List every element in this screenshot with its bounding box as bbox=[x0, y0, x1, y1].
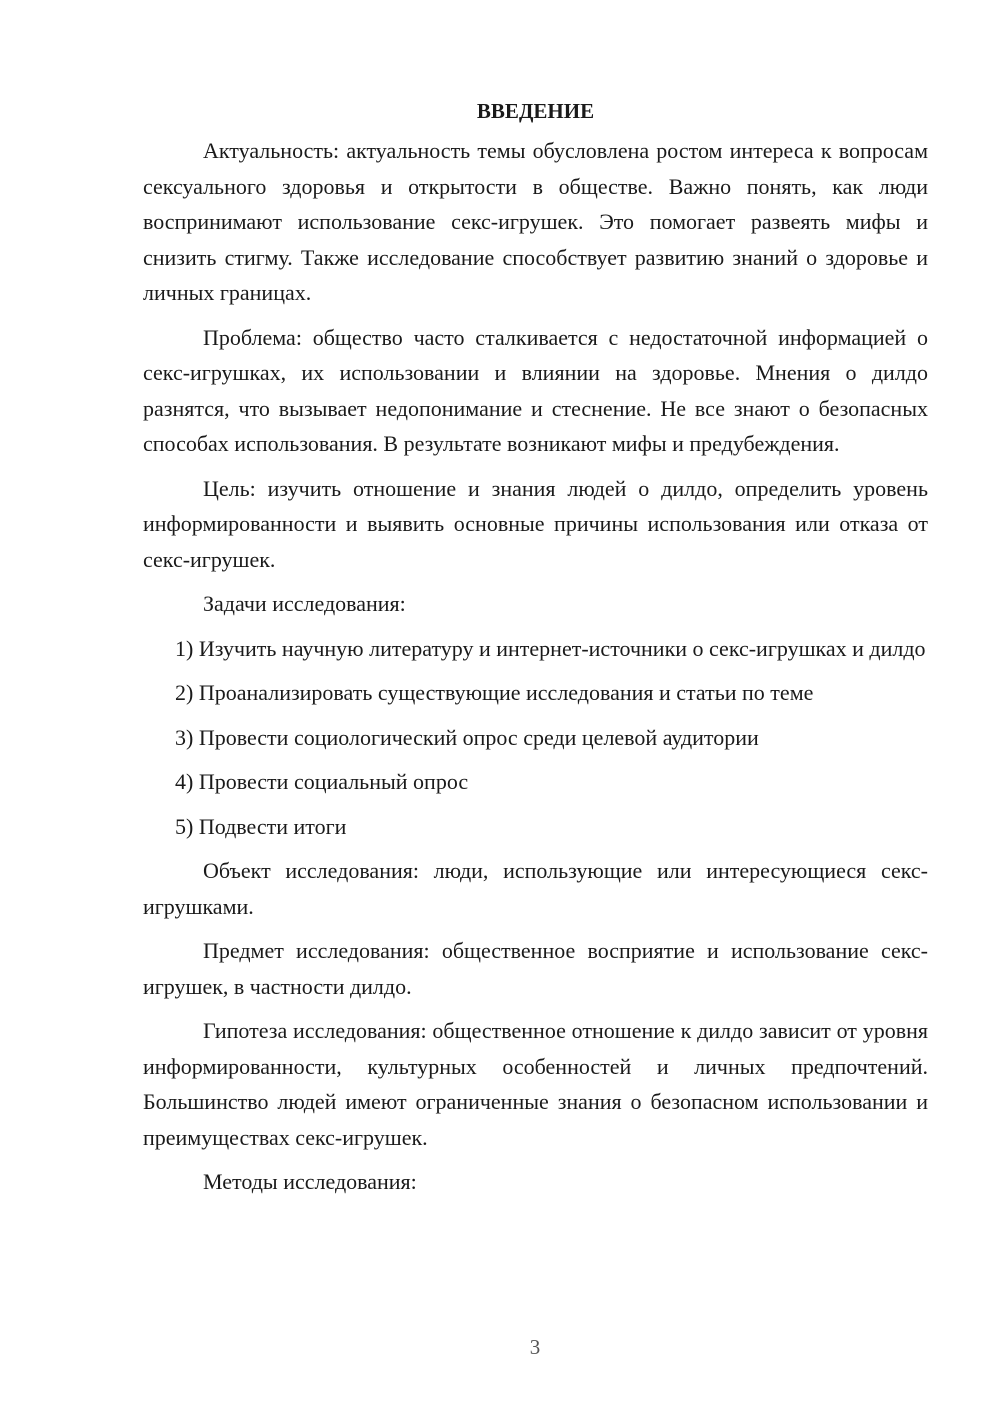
section-title: ВВЕДЕНИЕ bbox=[476, 99, 595, 123]
document-page bbox=[143, 96, 928, 1209]
paragraph-subject: Предмет исследования: общественное восприятие и использование секс-игрушек, в частности дилдо. bbox=[143, 938, 928, 999]
paragraph-goal: Цель: изучить отношение и знания людей о дилдо, определить уровень информированности и выявить основные причины использования или отказа от секс-игрушек. bbox=[143, 475, 928, 572]
task-item-4: 4) Провести социальный опрос bbox=[175, 769, 469, 794]
task-item-3: 3) Провести социологический опрос среди целевой аудитории bbox=[175, 724, 759, 750]
paragraph-problem: Проблема: общество часто сталкивается с недостаточной информацией о секс-игрушках, их использовании и влиянии на здоровье. Мнения о дилдо разнятся, что вызывает недопонимание и стеснение. Не все знают о безопасных способах использования. В результате возникают мифы и предубеждения. bbox=[143, 324, 928, 456]
methods-heading: Методы исследования: bbox=[203, 1169, 417, 1194]
paragraph-object: Объект исследования: люди, использующие или интересующиеся секс-игрушками. bbox=[143, 858, 928, 919]
paragraph-hypothesis: Гипотеза исследования: общественное отношение к дилдо зависит от уровня информированности, культурных особенностей и личных предпочтений. Большинство людей имеют ограниченные знания о безопасном использовании и преимуществах секс-игрушек. bbox=[143, 1018, 928, 1150]
page-number: 3 bbox=[529, 1335, 541, 1359]
task-item-2: 2) Проанализировать существующие исследования и статьи по теме bbox=[175, 680, 814, 705]
paragraph-relevance: Актуальность: актуальность темы обусловлена ростом интереса к вопросам сексуального здоровья и открытости в обществе. Важно понять, как люди воспринимают использование секс-игрушек. Это помогает развеять мифы и снизить стигму. Также исследование способствует развитию знаний о здоровье и личных границах. bbox=[143, 138, 928, 305]
task-item-1: 1) Изучить научную литературу и интернет-источники о секс-игрушках и дилдо bbox=[175, 635, 926, 661]
tasks-heading: Задачи исследования: bbox=[203, 591, 406, 616]
task-item-5: 5) Подвести итоги bbox=[175, 813, 347, 839]
